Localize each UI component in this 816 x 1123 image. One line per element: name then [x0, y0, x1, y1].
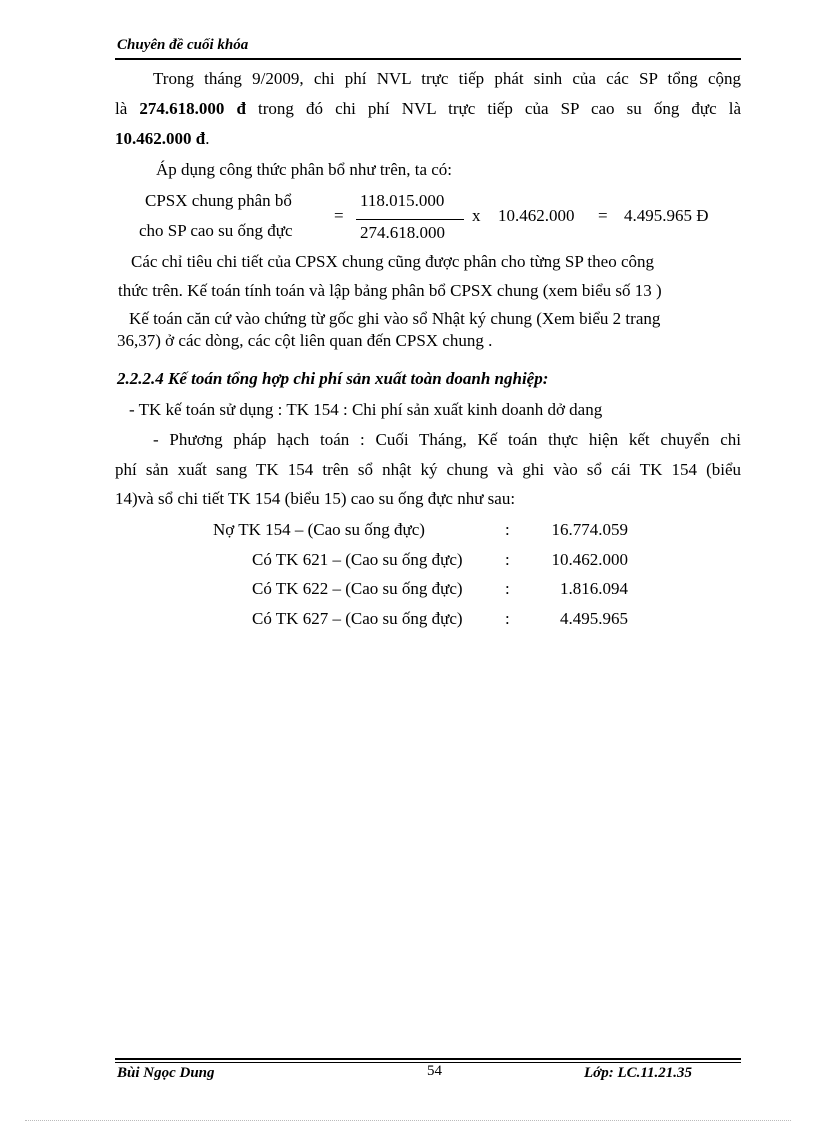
- paragraph-1-line-1: Trong tháng 9/2009, chi phí NVL trực tiếp phát sinh của các SP tổng cộng: [153, 69, 741, 88]
- header-rule: [115, 58, 741, 60]
- formula-numerator: 118.015.000: [360, 191, 445, 210]
- paragraph-3-line-1: Các chỉ tiêu chi tiết của CPSX chung cũng được phân cho từng SP theo công: [131, 252, 654, 271]
- entry-colon: :: [505, 550, 510, 569]
- footer-author: Bùi Ngọc Dung: [117, 1065, 215, 1081]
- footer-class: Lớp: LC.11.21.35: [584, 1065, 693, 1081]
- formula-denominator: 274.618.000: [360, 223, 445, 242]
- page-header-title: Chuyên đề cuối khóa: [117, 37, 249, 53]
- fraction-bar: [356, 219, 464, 220]
- entry-amount: 4.495.965: [560, 609, 628, 628]
- formula-result: 4.495.965 Đ: [624, 206, 709, 225]
- section-heading: 2.2.2.4 Kế toán tổng hợp chi phí sản xuất toàn doanh nghiệp:: [117, 369, 549, 388]
- formula-times-sign: x: [472, 206, 481, 225]
- paragraph-1-line-2: [115, 99, 741, 119]
- entry-colon: :: [505, 609, 510, 628]
- entry-colon: :: [505, 520, 510, 539]
- footer-rule-top: [115, 1058, 741, 1060]
- entry-label: Nợ TK 154 – (Cao su ống đực): [213, 520, 425, 539]
- paragraph-6-line-1: - Phương pháp hạch toán : Cuối Tháng, Kế toán thực hiện kết chuyển chi: [153, 430, 741, 449]
- formula-label-line-1: CPSX chung phân bổ: [145, 191, 292, 210]
- entry-amount: 10.462.000: [551, 550, 628, 569]
- paragraph-4-line-1: Kế toán căn cứ vào chứng từ gốc ghi vào sổ Nhật ký chung (Xem biểu 2 trang: [129, 309, 661, 328]
- paragraph-1-line-3: [115, 129, 741, 149]
- entry-amount: 16.774.059: [551, 520, 628, 539]
- total-amount: 274.618.000 đ: [139, 99, 246, 118]
- entry-label: Có TK 622 – (Cao su ống đực): [252, 579, 463, 598]
- paragraph-2: Áp dụng công thức phân bổ như trên, ta có:: [156, 160, 453, 179]
- entry-amount: 1.816.094: [560, 579, 628, 598]
- entry-colon: :: [505, 579, 510, 598]
- nvl-amount: 10.462.000 đ: [115, 129, 206, 148]
- paragraph-6-line-2: phí sản xuất sang TK 154 trên sổ nhật ký chung và ghi vào sổ cái TK 154 (biểu: [115, 460, 741, 479]
- paragraph-3-line-2: thức trên. Kế toán tính toán và lập bảng phân bổ CPSX chung (xem biểu số 13 ): [118, 281, 662, 300]
- entry-label: Có TK 621 – (Cao su ống đực): [252, 550, 463, 569]
- formula-label-line-2: cho SP cao su ống đực: [139, 221, 293, 240]
- formula-equals-sign: =: [334, 206, 344, 225]
- formula-equals-sign-2: =: [598, 206, 608, 225]
- formula-multiplier: 10.462.000: [498, 206, 575, 225]
- page-edge-dotted-line: [25, 1120, 791, 1121]
- entry-label: Có TK 627 – (Cao su ống đực): [252, 609, 463, 628]
- paragraph-1-text: trong đó chi phí NVL trực tiếp của SP cao su ống đực là: [258, 99, 742, 118]
- paragraph-1-period: .: [205, 129, 210, 148]
- page-number: 54: [427, 1063, 442, 1079]
- paragraph-5: - TK kế toán sử dụng : TK 154 : Chi phí sản xuất kinh doanh dở dang: [129, 400, 603, 419]
- paragraph-4-line-2: 36,37) ở các dòng, các cột liên quan đến CPSX chung .: [117, 331, 493, 350]
- paragraph-1-word: là: [115, 99, 128, 118]
- paragraph-6-line-3: 14)và sổ chi tiết TK 154 (biểu 15) cao su ống đực như sau:: [115, 489, 516, 508]
